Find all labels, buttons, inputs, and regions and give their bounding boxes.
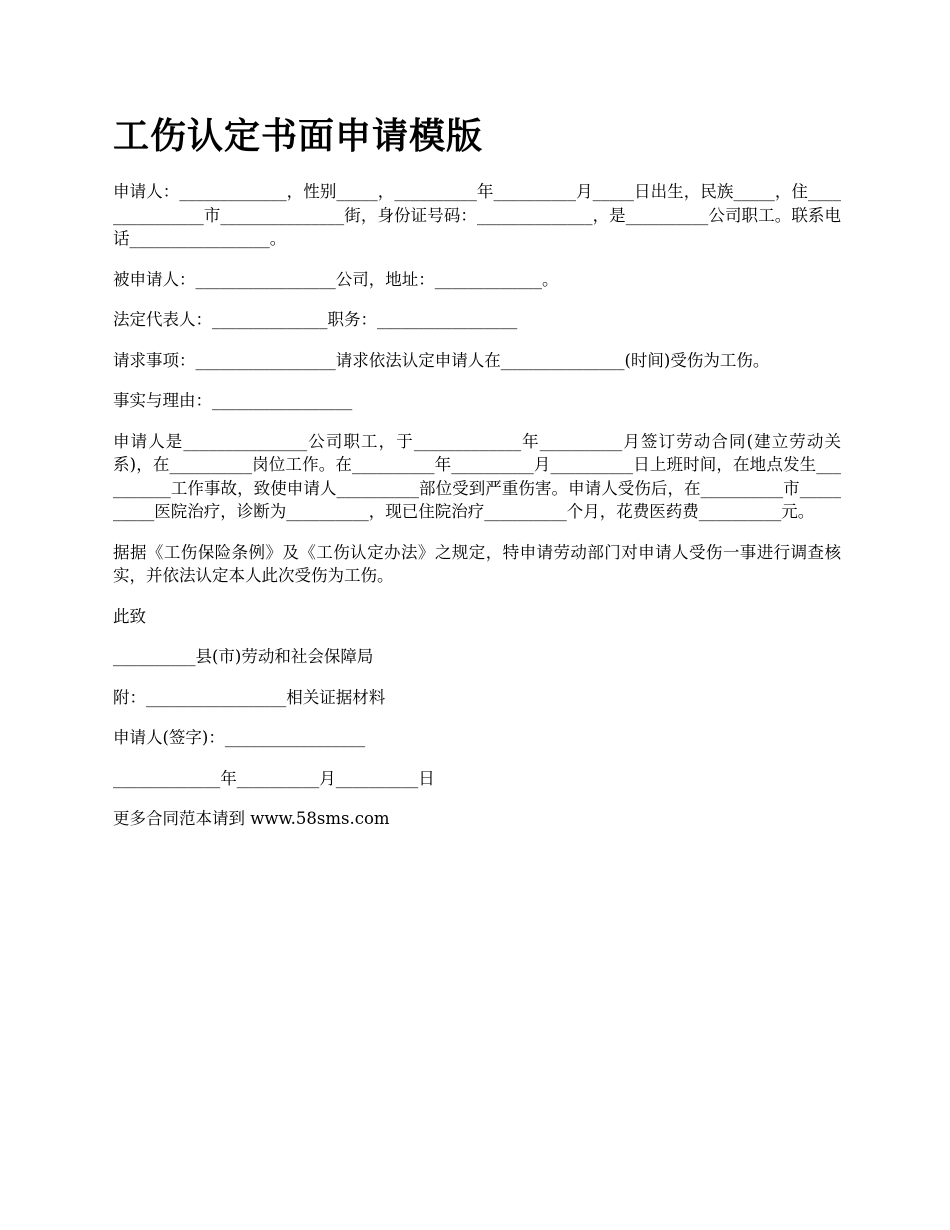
applicant-info-paragraph: 申请人：_____________，性别_____，__________年__________月_____日出生，民族_____，住_______________市_______________街，身份证号码：______________，是__________公司职工。联系电话_________________。 xyxy=(113,182,842,248)
document-page xyxy=(113,112,841,848)
request-items-paragraph: 请求事项：_________________请求依法认定申请人在_______________(时间)受伤为工伤。 xyxy=(113,350,770,370)
legal-representative-paragraph: 法定代表人：______________职务：_________________ xyxy=(113,310,518,329)
legal-basis-paragraph: 据据《工伤保险条例》及《工伤认定办法》之规定，特申请劳动部门对申请人受伤一事进行调查核实，并依法认定本人此次受伤为工伤。 xyxy=(113,542,841,585)
recipient-bureau: __________县(市)劳动和社会保障局 xyxy=(113,647,374,666)
facts-detail-paragraph: 申请人是_______________公司职工，于_____________年__________月签订劳动合同(建立劳动关系)，在__________岗位工作。在__________年__________月__________日上班时间，在地点发生__________工作事故，致使申请人__________部位受到严重伤害。申请人受伤后，在__________市__________医院治疗，诊断为__________，现已住院治疗__________个月，花费医药费__________元。 xyxy=(113,431,841,521)
attachment-line: 附：_________________相关证据材料 xyxy=(113,687,386,707)
date-line: _____________年__________月__________日 xyxy=(113,768,435,788)
signature-line: 申请人(签字)：_________________ xyxy=(113,728,366,747)
facts-reasons-label: 事实与理由：_________________ xyxy=(113,391,353,410)
document-title: 工伤认定书面申请模版 xyxy=(113,115,484,157)
respondent-paragraph: 被申请人：_________________公司，地址：_____________。 xyxy=(113,269,559,289)
footer-link-text: 更多合同范本请到 www.58sms.com xyxy=(113,809,390,828)
salutation: 此致 xyxy=(113,606,146,626)
